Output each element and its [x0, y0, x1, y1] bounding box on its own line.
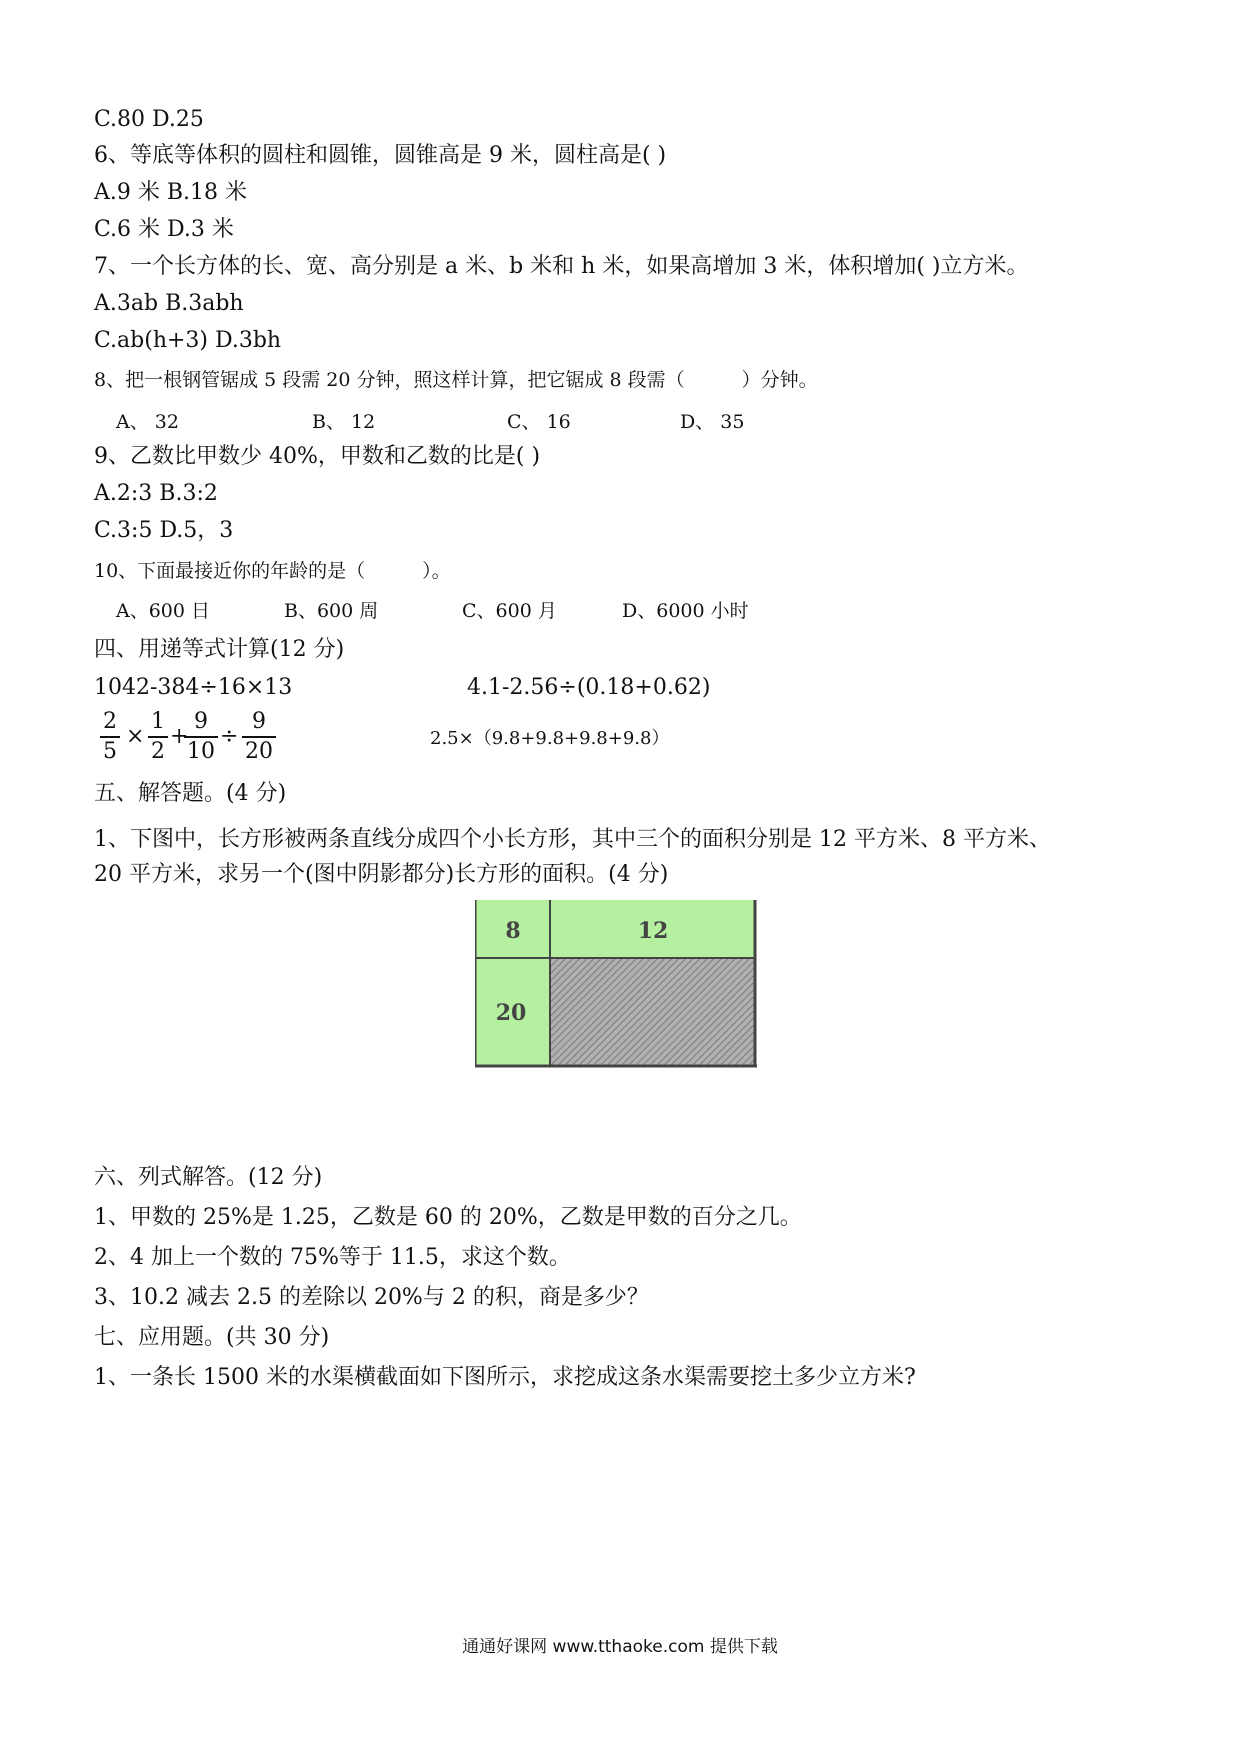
q9-options-a-b: A.2:3 B.3:2: [94, 481, 218, 506]
fraction-9-10: [184, 708, 218, 766]
fraction-1-2: [148, 708, 168, 766]
multiply-operator: ×: [126, 724, 145, 749]
fraction-denominator: 2: [151, 739, 165, 764]
plus-operator: +: [170, 724, 189, 749]
question-10: 10、下面最接近你的年龄的是（ ）。: [94, 560, 451, 582]
q8-option-d: D、 35: [680, 411, 745, 433]
q10-option-c: C、600 月: [462, 600, 557, 622]
section-6-question-3: 3、10.2 减去 2.5 的差除以 20%与 2 的积，商是多少？: [94, 1285, 649, 1310]
page-footer: 通通好课网 www.tthaoke.com 提供下载: [462, 1637, 778, 1657]
fraction-9-20: [242, 708, 276, 766]
fraction-denominator: 10: [187, 739, 215, 764]
q8-option-c: C、 16: [507, 411, 571, 433]
label-area-8: 8: [505, 918, 521, 944]
shaded-rectangle: [550, 958, 755, 1066]
question-7: 7、一个长方体的长、宽、高分别是 a 米、b 米和 h 米，如果高增加 3 米，体积增加( )立方米。: [94, 254, 1029, 279]
rectangle-figure-svg: [475, 900, 760, 1068]
q8-option-b: B、 12: [312, 411, 376, 433]
question-9: 9、乙数比甲数少 40%，甲数和乙数的比是( ): [94, 444, 541, 469]
fraction-denominator: 20: [245, 739, 273, 764]
calc-expression-2: 4.1-2.56÷(0.18+0.62): [467, 675, 711, 700]
q10-option-d: D、6000 小时: [622, 600, 749, 622]
fraction-numerator: 2: [100, 708, 120, 738]
section-7-question-1: 1、一条长 1500 米的水渠横截面如下图所示，求挖成这条水渠需要挖土多少立方米?: [94, 1365, 916, 1390]
q6-options-c-d: C.6 米 D.3 米: [94, 217, 234, 242]
fraction-2-5: [100, 708, 120, 766]
q7-options-c-d: C.ab(h+3) D.3bh: [94, 328, 282, 353]
section-5-question-1-line-1: 1、下图中，长方形被两条直线分成四个小长方形，其中三个的面积分别是 12 平方米、8 平方米、: [94, 827, 1051, 852]
q9-options-c-d: C.3:5 D.5，3: [94, 518, 234, 543]
q10-option-a: A、600 日: [116, 600, 211, 622]
q8-option-a: A、 32: [116, 411, 179, 433]
q7-options-a-b: A.3ab B.3abh: [94, 291, 244, 316]
question-6: 6、等底等体积的圆柱和圆锥，圆锥高是 9 米，圆柱高是( ): [94, 143, 667, 168]
divide-operator: ÷: [220, 724, 239, 749]
line-options-c-d-q5: C.80 D.25: [94, 107, 204, 132]
calc-expression-4: 2.5×（9.8+9.8+9.8+9.8）: [430, 728, 670, 749]
fraction-numerator: 9: [184, 708, 218, 738]
section-5-question-1-line-2: 20 平方米，求另一个(图中阴影都分)长方形的面积。(4 分): [94, 862, 669, 887]
q6-options-a-b: A.9 米 B.18 米: [94, 180, 248, 205]
label-area-12: 12: [637, 918, 669, 944]
section-6-heading: 六、列式解答。(12 分): [94, 1165, 323, 1190]
divided-rectangle-figure: [475, 900, 760, 1068]
question-8: 8、把一根钢管锯成 5 段需 20 分钟，照这样计算，把它锯成 8 段需（ ）分钟。: [94, 369, 818, 391]
section-6-question-1: 1、甲数的 25%是 1.25，乙数是 60 的 20%，乙数是甲数的百分之几。: [94, 1205, 802, 1230]
fraction-numerator: 1: [148, 708, 168, 738]
section-7-heading: 七、应用题。(共 30 分): [94, 1325, 330, 1350]
fraction-numerator: 9: [242, 708, 276, 738]
calc-expression-1: 1042-384÷16×13: [94, 675, 293, 700]
q10-option-b: B、600 周: [284, 600, 379, 622]
section-4-heading: 四、用递等式计算(12 分): [94, 637, 345, 662]
section-6-question-2: 2、4 加上一个数的 75%等于 11.5，求这个数。: [94, 1245, 571, 1270]
label-area-20: 20: [495, 1000, 527, 1026]
section-5-heading: 五、解答题。(4 分): [94, 781, 287, 806]
fraction-denominator: 5: [103, 739, 117, 764]
